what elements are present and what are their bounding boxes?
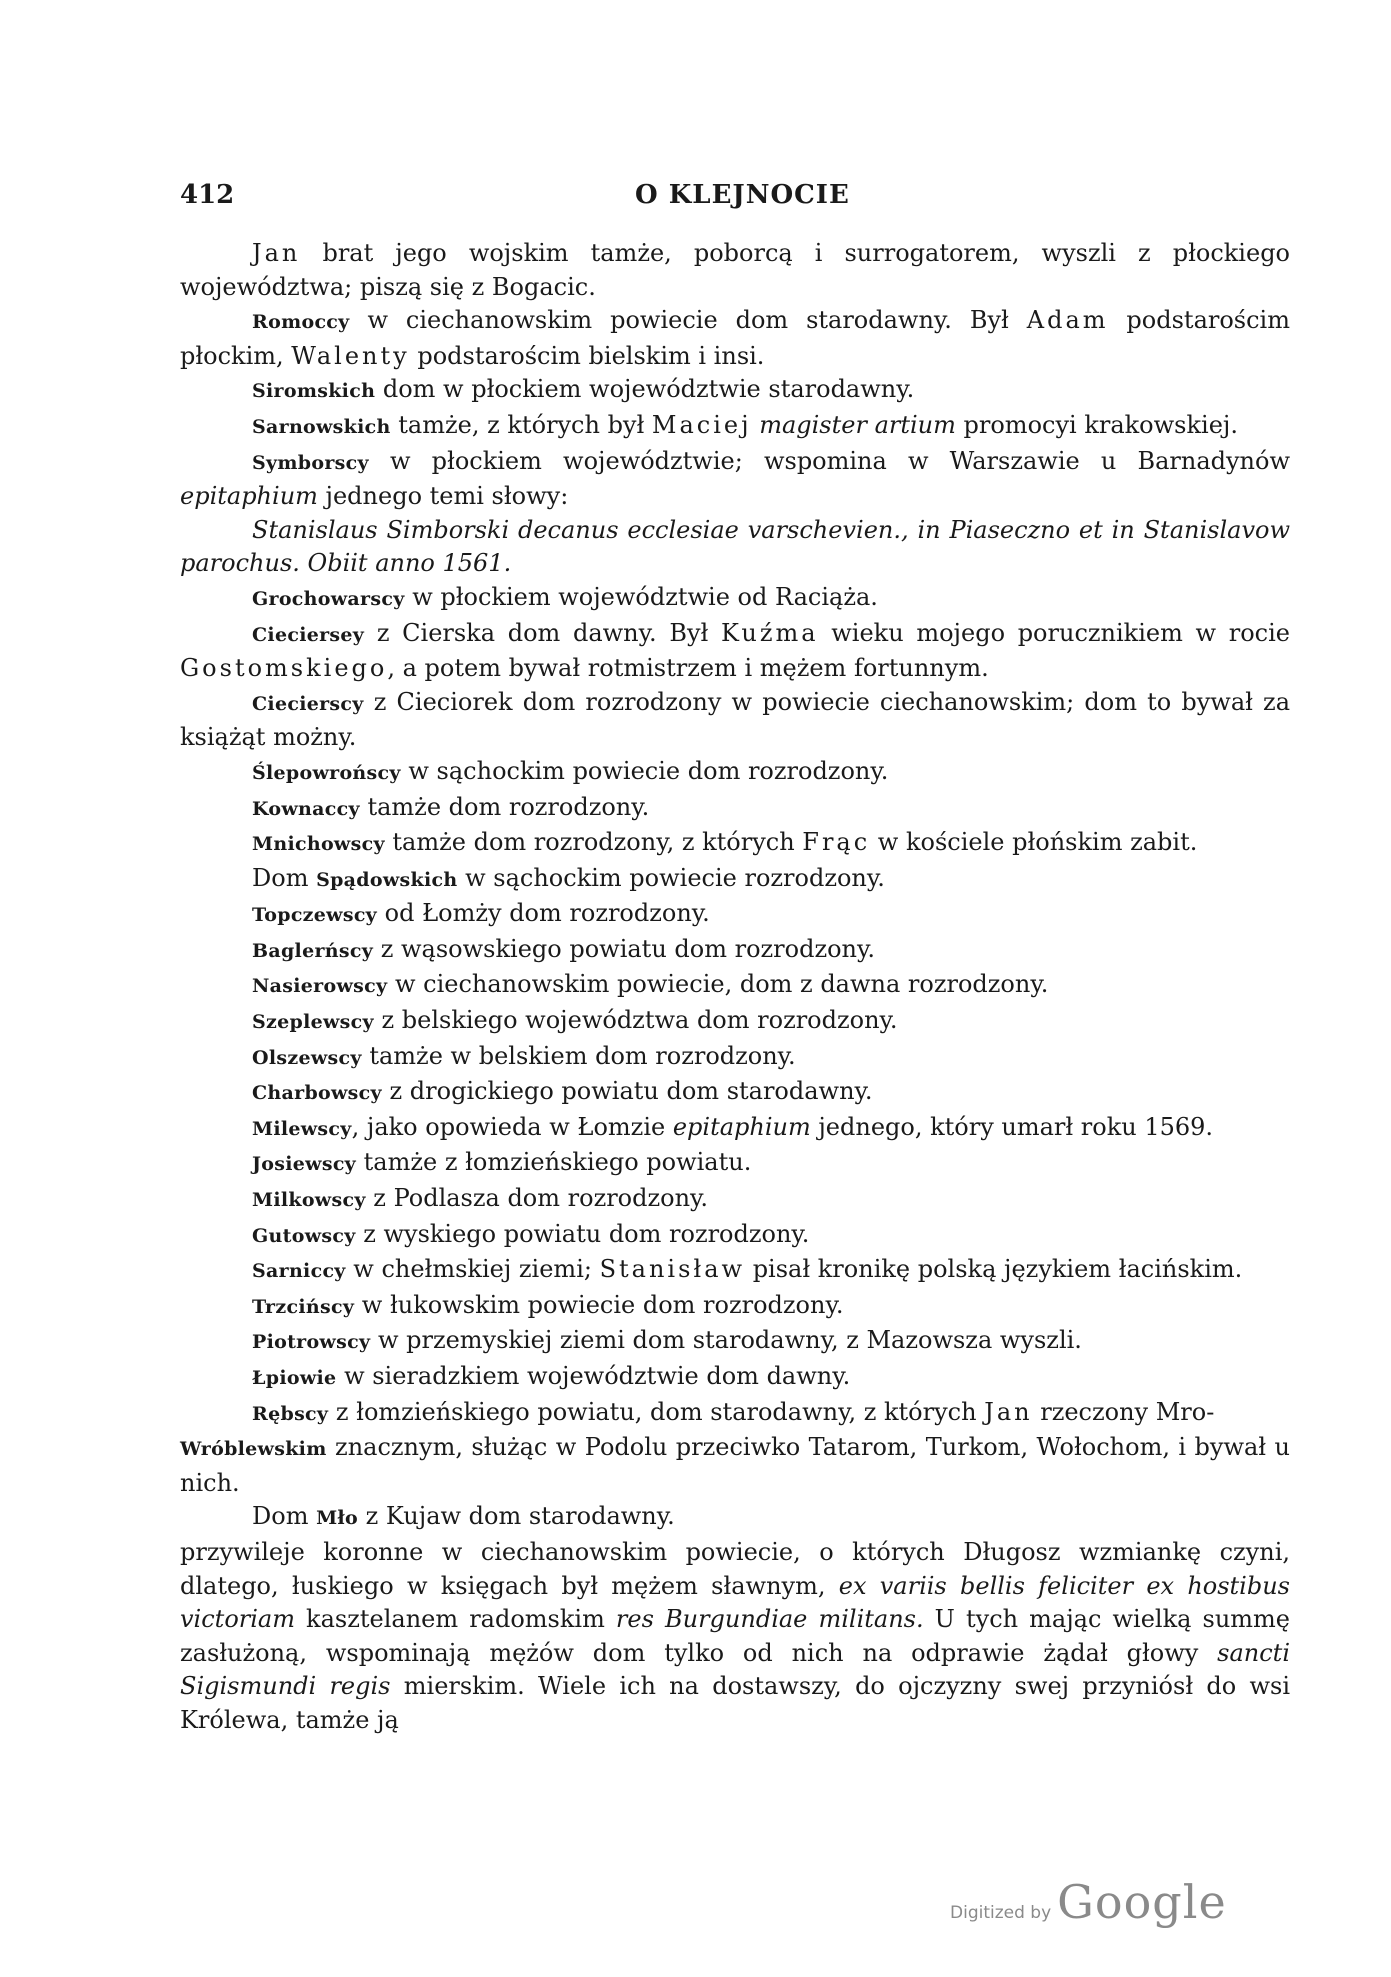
paragraph [180, 581, 1290, 617]
text-segment: brat jego wojskim tamże, poborcą i surrogatorem, wyszli z płockiego województwa; piszą się z Bogacic. [180, 239, 1290, 301]
text-segment: jednego, który umarł roku 1569. [810, 1112, 1214, 1141]
family-name: Piotrowscy [252, 1331, 371, 1354]
paragraph [180, 373, 1290, 409]
text-segment: w sąchockim powiecie dom rozrodzony. [400, 756, 889, 785]
family-name: Nasierowscy [252, 975, 388, 998]
running-title: O KLEJNOCIE [635, 180, 850, 210]
text-segment: w chełmskiej ziemi; [345, 1255, 600, 1284]
family-name: Szeplewscy [252, 1011, 374, 1034]
text-segment: pisał kronikę polską językiem łacińskim. [745, 1255, 1243, 1284]
text-segment: w ciechanowskim powiecie dom starodawny. Był [349, 306, 1027, 335]
paragraph [180, 1040, 1290, 1076]
paragraph [180, 862, 1290, 898]
latin-phrase: Stanislaus Simborski decanus ecclesiae varschevien., in Piaseczno et in Stanislavow parochus. Obiit anno 1561. [180, 515, 1290, 578]
family-name: Siromskich [252, 380, 376, 403]
text-segment: w płockiem województwie; wspomina w Warszawie u Barnadynów [368, 446, 1290, 475]
latin-phrase: ex variis bellis feliciter ex hostibus victoriam [180, 1571, 1290, 1634]
paragraph [180, 237, 1290, 304]
person-name: Jan [984, 1397, 1033, 1426]
text-segment: tamże z łomzieńskiego powiatu. [356, 1148, 752, 1177]
text-segment: wieku mojego porucznikiem w rocie [818, 618, 1290, 647]
text-segment: podstarościm płockim, [180, 306, 1290, 370]
text-segment: w sąchockim powiecie rozrodzony. [457, 863, 885, 892]
paragraph [180, 1536, 1290, 1738]
page-header [180, 180, 1280, 220]
text-segment: z Podlasza dom rozrodzony. [365, 1184, 709, 1213]
family-name: Romoccy [252, 311, 350, 334]
text-segment: tamże w belskiem dom rozrodzony. [361, 1041, 796, 1070]
latin-phrase: sancti Sigismundi regis [180, 1638, 1290, 1701]
digitized-by-label: Digitized by [950, 1903, 1052, 1923]
family-name: Łpiowie [252, 1367, 337, 1389]
paragraph [180, 897, 1290, 933]
paragraph [180, 1075, 1290, 1111]
family-name: Gutowscy [252, 1224, 356, 1247]
paragraph [180, 1289, 1290, 1325]
person-name: Kuźma [720, 618, 819, 647]
person-name: Maciej [651, 410, 752, 439]
paragraph [180, 1396, 1290, 1432]
paragraph [180, 1218, 1290, 1254]
text-segment: z wyskiego powiatu dom rozrodzony. [355, 1219, 810, 1248]
person-name: Frąc [802, 828, 871, 857]
family-name: Cieciersey [252, 623, 365, 646]
family-name: Milewscy [252, 1117, 352, 1140]
text-segment: z wąsowskiego powiatu dom rozrodzony. [373, 934, 876, 963]
paragraph [180, 686, 1290, 755]
text-segment: , jako opowieda w Łomzie [351, 1112, 673, 1141]
text-segment: w łukowskim powiecie dom rozrodzony. [354, 1290, 844, 1319]
text-segment: od Łomży dom rozrodzony. [377, 899, 710, 928]
family-name: Mło [316, 1507, 358, 1530]
family-name: Topczewscy [252, 904, 378, 927]
text-segment: Dom [252, 863, 317, 892]
latin-phrase: epitaphium [180, 482, 318, 511]
latin-phrase: magister artium [759, 410, 956, 439]
text-segment: z Cieciorek dom rozrodzony w powiecie ciechanowskim; dom to bywał za książąt możny. [180, 687, 1290, 752]
family-name: Sarnowskich [252, 415, 391, 438]
google-logo-text: Google [1057, 1875, 1227, 1929]
paragraph [180, 1253, 1290, 1289]
text-segment: w sieradzkiem województwie dom dawny. [336, 1362, 851, 1390]
family-name: Milkowscy [252, 1189, 366, 1212]
paragraph [180, 826, 1290, 862]
family-name: Ślepowrońscy [252, 761, 401, 784]
family-name: Spądowskich [316, 868, 458, 891]
text-segment: Dom [252, 1502, 317, 1531]
text-segment: z belskiego województwa dom rozrodzony. [373, 1006, 898, 1035]
text-segment: znacznym, służąc w Podolu przeciwko Tatarom, Turkom, Wołochom, i bywał u nich. [180, 1433, 1290, 1497]
text-segment: z drogickiego powiatu dom starodawny. [381, 1077, 873, 1106]
text-segment: podstarościm bielskim i insi. [409, 341, 765, 370]
family-name: Mnichowscy [252, 833, 385, 856]
person-name: Adam [1026, 306, 1109, 335]
paragraph [180, 933, 1290, 969]
paragraph [180, 617, 1290, 686]
paragraph [180, 1324, 1290, 1360]
text-segment: przywileje koronne w ciechanowskim powiecie, o których Długosz wzmiankę czyni, dlatego, łuskiego w księgach był mężem sławnym, [180, 1537, 1290, 1600]
paragraph [180, 1500, 1290, 1536]
family-name: Kownaccy [252, 797, 360, 820]
family-name: Josiewscy [252, 1153, 357, 1176]
text-segment: dom w płockiem województwie starodawny. [375, 375, 915, 404]
text-segment: z łomzieńskiego powiatu, dom starodawny, z których [328, 1397, 985, 1426]
body-text [180, 237, 1290, 1738]
family-name: Charbowscy [252, 1082, 382, 1105]
paragraph [180, 755, 1290, 791]
text-segment: z Cierska dom dawny. Był [364, 618, 721, 647]
paragraph [180, 1004, 1290, 1040]
text-segment: w kościele płońskim zabit. [870, 828, 1198, 857]
text-segment: tamże dom rozrodzony. [359, 792, 650, 821]
family-name: Trzcińscy [252, 1295, 355, 1318]
latin-phrase: res Burgundiae militans. [615, 1605, 924, 1634]
text-segment: z Kujaw dom starodawny. [358, 1502, 675, 1531]
person-name: Jan [252, 239, 301, 267]
paragraph [180, 1431, 1290, 1500]
family-name: Grochowarscy [252, 587, 405, 610]
text-segment: w płockiem województwie od Raciąża. [404, 582, 878, 611]
page-number: 412 [180, 180, 235, 210]
text-segment: U tych mając wielką summę zasłużoną, wspominają mężów dom tylko od nich na odprawie żądał głowy [180, 1605, 1291, 1667]
text-segment: tamże dom rozrodzony, z których [384, 828, 803, 857]
text-segment: jednego temi słowy: [317, 482, 569, 511]
text-segment: tamże, z których był [390, 410, 652, 439]
family-name: Baglerńscy [252, 939, 374, 962]
family-name: Sarniccy [252, 1260, 346, 1283]
family-name: Rębscy [252, 1402, 329, 1425]
text-segment: promocyi krakowskiej. [955, 410, 1238, 439]
paragraph [180, 968, 1290, 1004]
family-name: Ciecierscy [252, 692, 364, 715]
text-segment: w ciechanowskim powiecie, dom z dawna rozrodzony. [387, 970, 1049, 999]
family-name: Olszewscy [252, 1046, 362, 1069]
text-segment: w przemyskiej ziemi dom starodawny, z Mazowsza wyszli. [370, 1326, 1082, 1355]
text-segment: , a potem bywał rotmistrzem i mężem fortunnym. [387, 654, 989, 683]
paragraph [180, 1146, 1290, 1182]
text-segment: mierskim. Wiele ich na dostawszy, do ojczyzny swej przyniósł do wsi Królewa, tamże ją [180, 1672, 1290, 1734]
person-name: Walenty [291, 341, 410, 370]
paragraph [180, 514, 1290, 581]
paragraph [180, 1182, 1290, 1218]
paragraph [180, 304, 1290, 373]
text-segment: kasztelanem radomskim [294, 1605, 616, 1634]
text-segment: rzeczony Mro- [1032, 1397, 1215, 1426]
latin-phrase: epitaphium [672, 1112, 811, 1141]
paragraph [180, 1360, 1290, 1396]
paragraph [180, 1111, 1290, 1147]
digitized-watermark [950, 1875, 1270, 1935]
paragraph [180, 445, 1290, 514]
person-name: Gostomskiego [180, 654, 388, 683]
family-name: Symborscy [252, 451, 369, 474]
paragraph [180, 409, 1290, 445]
paragraph [180, 791, 1290, 827]
family-name: Wróblewskim [180, 1438, 327, 1461]
person-name: Stanisław [599, 1255, 746, 1284]
